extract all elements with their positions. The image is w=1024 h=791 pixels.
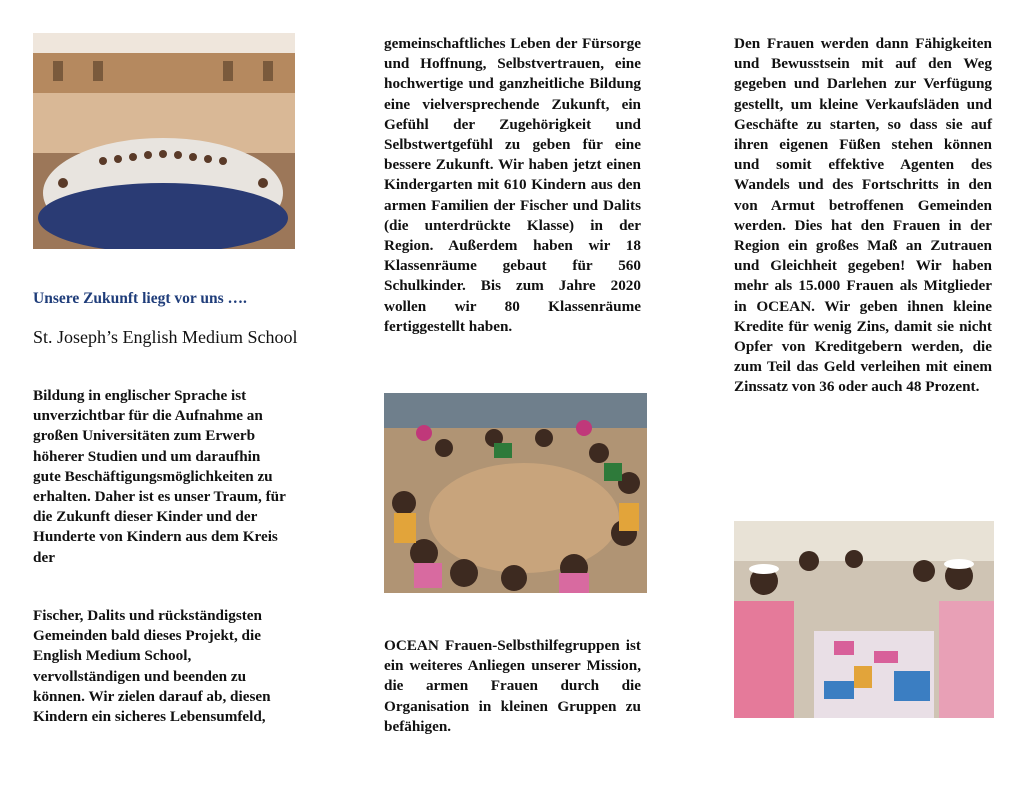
women-circle-photo — [384, 393, 647, 593]
col2-para2-text: OCEAN Frauen-Selbsthilfegruppen ist ein weiteres Anliegen unserer Mission, die armen Frauen durch die Organisation in kleinen Gruppen zu befähigen. — [384, 637, 641, 735]
col1-para2-text: Fischer, Dalits und rückständigsten Gemeinden bald dieses Projekt, die English Medium School, vervollständigen und beenden zu können. Wir zielen darauf ab, diesen Kindern ein sicheres Lebensumfeld, — [33, 607, 271, 726]
col2-para2 — [384, 636, 641, 737]
subheading: Unsere Zukunft liegt vor uns …. — [33, 290, 247, 307]
col3-para1-text: Den Frauen werden dann Fähigkeiten und Bewusstsein mit auf den Weg gegeben und Darlehen zur Verfügung gestellt, um kleine Verkaufsläden und Geschäfte zu starten, so dass sie auf ihren eigenen Füßen stehen können und somit effektive Agenten des Wandels und des Fortschritts in den von Armut betroffenen Gemeinden werden. Dies hat den Frauen in der Region ein großes Maß an Zutrauen und Gleichheit gegeben! Wir haben mehr als 15.000 Frauen als Mitglieder in OCEAN. Wir geben ihnen kleine Kredite für wenig Zins, damit sie nicht Opfer von Kreditgebern werden, die zum Teil das Geld verleihen mit einem Zinssatz von 36 oder auch 48 Prozent. — [734, 35, 992, 396]
school-children-photo — [33, 33, 295, 249]
col1-para1 — [33, 386, 291, 568]
women-market-photo — [734, 521, 994, 718]
school-title: St. Joseph’s English Medium School — [33, 327, 298, 347]
col1-para2 — [33, 606, 291, 727]
col2-para1 — [384, 34, 641, 337]
col1-para1-text: Bildung in englischer Sprache ist unverzichtbar für die Aufnahme an großen Universitäten zum Erwerb höherer Studien und um daraufhin gute Beschäftigungsmöglichkeiten zu erhalten. Daher ist es unser Traum, für die Zukunft dieser Kinder und der Hunderte von Kindern aus dem Kreis der — [33, 387, 286, 566]
col3-para1 — [734, 34, 992, 398]
col2-para1-text: gemeinschaftliches Leben der Fürsorge und Hoffnung, Selbstvertrauen, eine hochwertige und ganzheitliche Bildung eine vielversprechende Zukunft, ein Gefühl der Zugehörigkeit und Selbstwertgefühl zu geben für eine bessere Zukunft. Wir haben jetzt einen Kindergarten mit 610 Kindern aus den armen Familien der Fischer und Dalits (die unterdrückte Klasse) in der Region. Außerdem haben wir 18 Klassenräume gebaut für 560 Schulkinder. Bis zum Jahre 2020 wollen wir 80 Klassenräume fertiggestellt haben. — [384, 35, 641, 335]
